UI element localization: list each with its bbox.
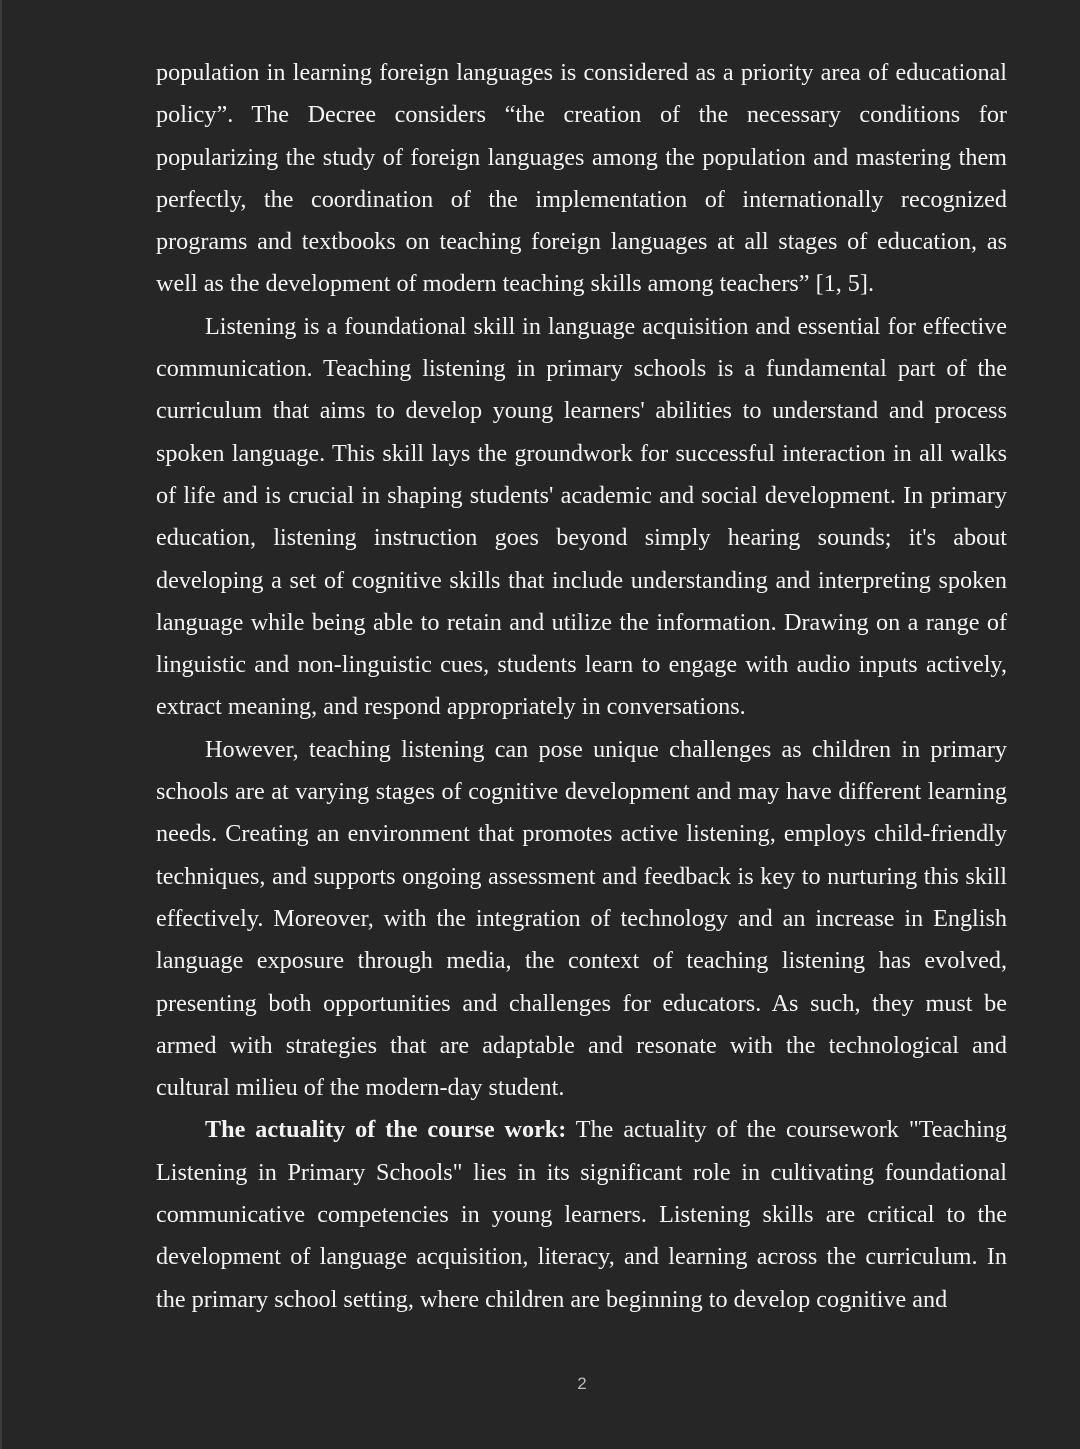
paragraph-actuality [156,1109,1007,1320]
paragraph-text: population in learning foreign languages is considered as a priority area of educational policy”. The Decree considers “the creation of the necessary conditions for popularizing the study of foreign languages among the population and mastering them perfectly, the coordination of the implementation of internationally recognized programs and textbooks on teaching foreign languages at all stages of education, as well as the development of modern teaching skills among teachers” [1, 5]. [156,59,1007,298]
paragraph-text: Listening is a foundational skill in language acquisition and essential for effective communication. Teaching listening in primary schools is a fundamental part of the curriculum that aims to develop young learners' abilities to understand and process spoken language. This skill lays the groundwork for successful interaction in all walks of life and is crucial in shaping students' academic and social development. In primary education, listening instruction goes beyond simply hearing sounds; it's about developing a set of cognitive skills that include understanding and interpreting spoken language while being able to retain and utilize the information. Drawing on a range of linguistic and non-linguistic cues, students learn to engage with audio inputs actively, extract meaning, and respond appropriately in conversations. [156,312,1007,721]
paragraph-listening-skill [156,306,1007,729]
page-body [156,52,1007,1321]
page-number: 2 [577,1374,587,1393]
paragraph-challenges [156,729,1007,1110]
paragraph-text: However, teaching listening can pose unique challenges as children in primary schools are at varying stages of cognitive development and may have different learning needs. Creating an environment that promotes active listening, employs child-friendly techniques, and supports ongoing assessment and feedback is key to nurturing this skill effectively. Moreover, with the integration of technology and an increase in English language exposure through media, the context of teaching listening has evolved, presenting both opportunities and challenges for educators. As such, they must be armed with strategies that are adaptable and resonate with the technological and cultural milieu of the modern-day student. [156,735,1007,1102]
paragraph-text: The actuality of the coursework "Teaching Listening in Primary Schools" lies in its significant role in cultivating foundational communicative competencies in young learners. Listening skills are critical to the development of language acquisition, literacy, and learning across the curriculum. In the primary school setting, where children are beginning to develop cognitive and [156,1116,1007,1313]
paragraph-decree-quote [156,52,1007,306]
paragraph-bold-lead: The actuality of the course work: [205,1116,567,1144]
